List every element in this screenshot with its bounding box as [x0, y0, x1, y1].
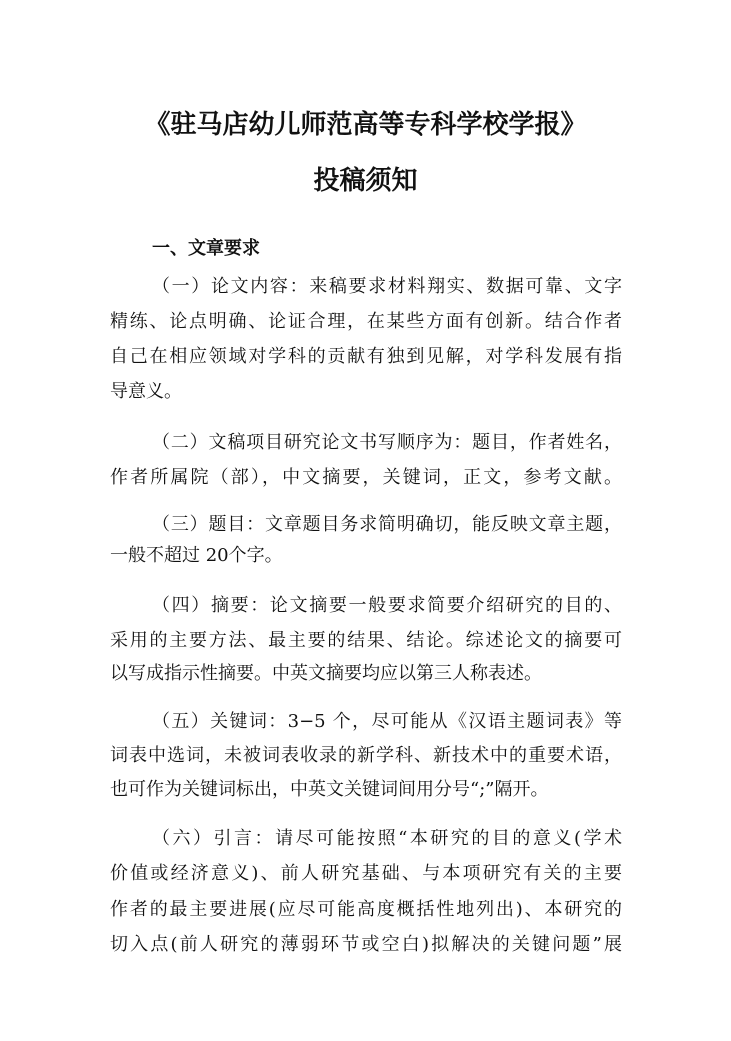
- document-subtitle: 投稿须知: [313, 166, 418, 196]
- paragraph-line: 自己在相应领域对学科的贡献有独到见解，对学科发展有指: [110, 346, 622, 367]
- paragraph-line: 一般不超过 20个字。: [110, 545, 283, 566]
- paragraph-line: 也可作为关键词标出，中英文关键词间用分号“;”隔开。: [110, 779, 549, 800]
- paragraph-line: 切入点(前人研究的薄弱环节或空白)拟解决的关键问题”展: [110, 934, 622, 955]
- section-heading: 一、文章要求: [152, 238, 260, 259]
- paragraph-line: 作者所属院（部），中文摘要，关键词，正文，参考文献。: [110, 467, 622, 488]
- paragraph-line: 价值或经济意义)、前人研究基础、与本项研究有关的主要: [110, 863, 622, 884]
- paragraph-line: （一）论文内容：来稿要求材料翔实、数据可靠、文字: [152, 276, 622, 297]
- paragraph-line: 采用的主要方法、最主要的结果、结论。综述论文的摘要可: [110, 630, 622, 651]
- paragraph-line: （五）关键词：3−5 个，尽可能从《汉语主题词表》等: [152, 711, 622, 732]
- journal-title: 《驻马店幼儿师范高等专科学校学报》: [144, 110, 587, 140]
- paragraph-line: 作者的最主要进展(应尽可能高度概括性地列出)、本研究的: [110, 899, 622, 920]
- paragraph-line: 词表中选词，未被词表收录的新学科、新技术中的重要术语，: [110, 745, 622, 766]
- paragraph-line: （六）引言：请尽可能按照“本研究的目的意义(学术: [152, 828, 622, 849]
- paragraph-line: （二）文稿项目研究论文书写顺序为：题目，作者姓名，: [152, 432, 622, 453]
- paragraph-line: 精练、论点明确、论证合理，在某些方面有创新。结合作者: [110, 311, 622, 332]
- paragraph-line: （三）题目：文章题目务求简明确切，能反映文章主题，: [152, 514, 622, 535]
- paragraph-line: （四）摘要：论文摘要一般要求简要介绍研究的目的、: [152, 595, 622, 616]
- paragraph-line: 以写成指示性摘要。中英文摘要均应以第三人称表述。: [110, 663, 542, 684]
- paragraph-line: 导意义。: [110, 381, 182, 402]
